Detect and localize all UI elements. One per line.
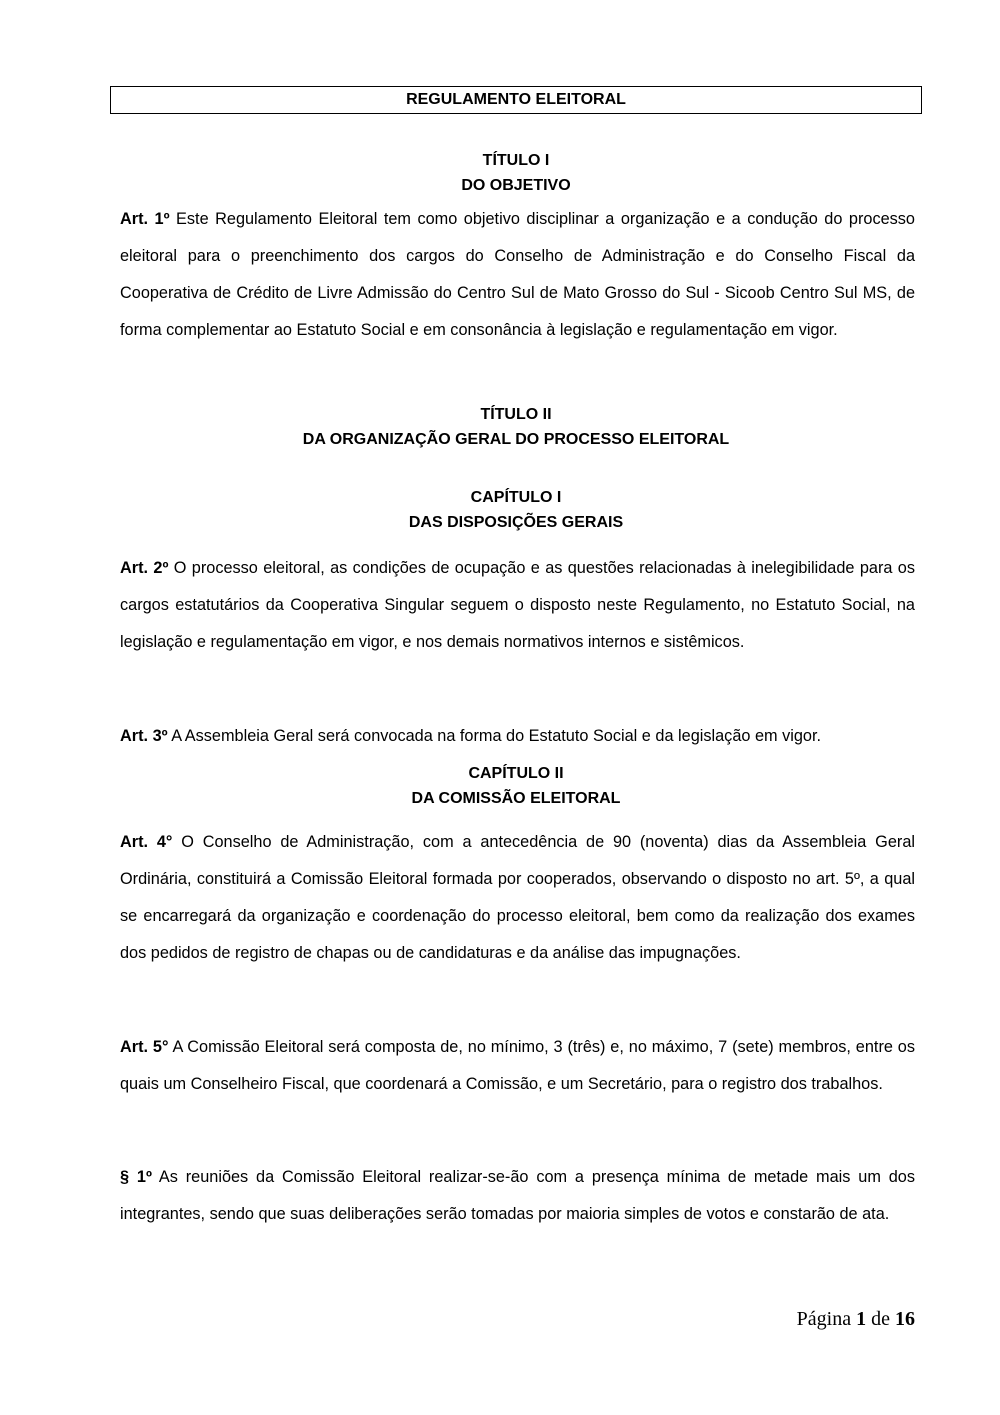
current-page: 1 xyxy=(856,1308,867,1330)
heading-subtitle: DA COMISSÃO ELEITORAL xyxy=(411,790,621,807)
page-number xyxy=(797,1308,915,1331)
article-label: Art. 2º xyxy=(120,559,169,577)
heading-subtitle: DO OBJETIVO xyxy=(461,177,571,194)
paragraph-1 xyxy=(120,1159,915,1233)
article-text: O processo eleitoral, as condições de ocupação e as questões relacionadas à inelegibilidade para os cargos estatutários da Cooperativa Singular seguem o disposto neste Regulamento, no Estatuto Social, na legislação e regulamentação em vigor, e nos demais normativos internos e sistêmicos. xyxy=(120,559,915,651)
article-4 xyxy=(120,824,915,972)
titulo-i-heading xyxy=(110,148,922,198)
page-prefix: Página xyxy=(796,1308,857,1330)
paragraph-label: § 1º xyxy=(120,1168,152,1186)
article-text: A Comissão Eleitoral será composta de, no mínimo, 3 (três) e, no máximo, 7 (sete) membros, entre os quais um Conselheiro Fiscal, que coordenará a Comissão, e um Secretário, para o registro dos trabalhos. xyxy=(120,1038,915,1093)
total-pages: 16 xyxy=(895,1308,915,1330)
article-label: Art. 4° xyxy=(120,833,173,851)
heading-title: TÍTULO II xyxy=(480,406,552,423)
paragraph-text: As reuniões da Comissão Eleitoral realizar-se-ão com a presença mínima de metade mais um dos integrantes, sendo que suas deliberações serão tomadas por maioria simples de votos e constarão de ata. xyxy=(120,1168,915,1223)
article-1 xyxy=(120,201,915,349)
article-label: Art. 1º xyxy=(120,210,170,228)
capitulo-ii-heading xyxy=(110,761,922,811)
article-label: Art. 3º xyxy=(120,727,168,745)
heading-subtitle: DA ORGANIZAÇÃO GERAL DO PROCESSO ELEITORAL xyxy=(302,431,730,448)
article-text: Este Regulamento Eleitoral tem como objetivo disciplinar a organização e a condução do processo eleitoral para o preenchimento dos cargos do Conselho de Administração e do Conselho Fiscal da Cooperativa de Crédito de Livre Admissão do Centro Sul de Mato Grosso do Sul - Sicoob Centro Sul MS, de forma complementar ao Estatuto Social e em consonância à legislação e regulamentação em vigor. xyxy=(120,210,915,339)
article-2 xyxy=(120,550,915,661)
titulo-ii-heading xyxy=(110,402,922,452)
article-3 xyxy=(120,718,915,755)
article-5 xyxy=(120,1029,915,1103)
heading-subtitle: DAS DISPOSIÇÕES GERAIS xyxy=(408,514,624,531)
article-text: A Assembleia Geral será convocada na forma do Estatuto Social e da legislação em vigor. xyxy=(167,727,822,745)
document-title: REGULAMENTO ELEITORAL xyxy=(110,86,922,114)
article-label: Art. 5° xyxy=(120,1038,169,1056)
heading-title: CAPÍTULO I xyxy=(470,489,562,506)
capitulo-i-heading xyxy=(110,485,922,535)
heading-title: TÍTULO I xyxy=(482,152,550,169)
article-text: O Conselho de Administração, com a antecedência de 90 (noventa) dias da Assembleia Geral Ordinária, constituirá a Comissão Eleitoral formada por cooperados, observando o disposto no art. 5º, a qual se encarregará da organização e coordenação do processo eleitoral, bem como da realização dos exames dos pedidos de registro de chapas ou de candidaturas e da análise das impugnações. xyxy=(120,833,915,962)
page-of: de xyxy=(866,1308,895,1330)
heading-title: CAPÍTULO II xyxy=(468,765,564,782)
